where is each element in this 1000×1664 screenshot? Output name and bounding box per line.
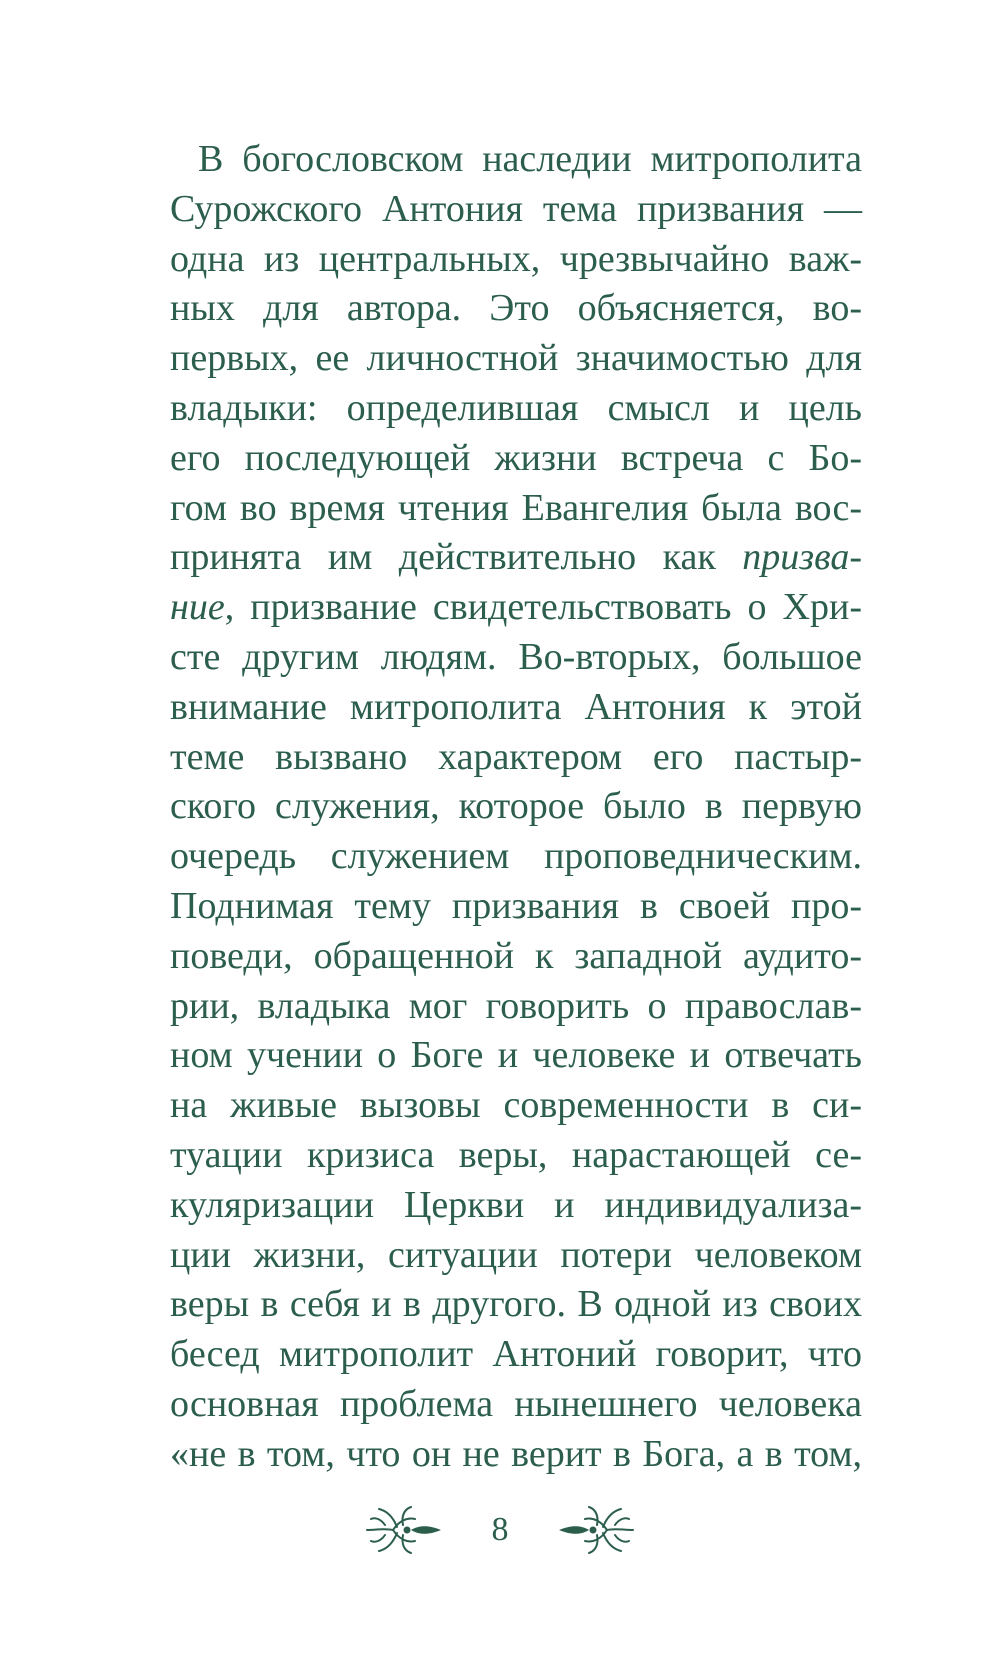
text-line-6: владыки: определившая смысл и цель bbox=[170, 386, 862, 429]
text-line-7: его последующей жизни встреча с Бо- bbox=[170, 436, 862, 479]
text-line-17: поведи, обращенной к западной аудито- bbox=[170, 934, 862, 977]
text-line-10-italic: ние bbox=[170, 586, 225, 629]
text-line-4: ных для автора. Это объясняется, во- bbox=[170, 287, 862, 330]
text-line-23: ции жизни, ситуации потери человеком bbox=[170, 1233, 862, 1276]
text-line-27: «не в том, что он не верит в Бога, а в том, bbox=[170, 1432, 862, 1475]
text-line-2: Сурожского Антония тема призвания — bbox=[170, 187, 862, 230]
text-line-18: рии, владыка мог говорить о православ- bbox=[170, 984, 862, 1027]
text-line-20: на живые вызовы современности в си- bbox=[170, 1084, 862, 1127]
text-line-3: одна из центральных, чрезвычайно важ- bbox=[170, 237, 862, 280]
body-text bbox=[170, 135, 862, 1480]
text-line-21: туации кризиса веры, нарастающей се- bbox=[170, 1133, 862, 1176]
text-line-9 bbox=[170, 533, 862, 583]
text-line-24: веры в себя и в другого. В одной из своих bbox=[170, 1283, 862, 1326]
text-line-26: основная проблема нынешнего человека bbox=[170, 1382, 862, 1425]
text-line-15: очередь служением проповедническим. bbox=[170, 835, 862, 878]
text-line-16: Поднимая тему призвания в своей про- bbox=[170, 884, 862, 927]
text-line-14: ского служения, которое было в первую bbox=[170, 785, 862, 828]
text-line-13: теме вызвано характером его пастыр- bbox=[170, 735, 862, 778]
text-line-11: сте другим людям. Во-вторых, большое bbox=[170, 635, 862, 678]
text-line-12: внимание митрополита Антония к этой bbox=[170, 685, 862, 728]
text-line-10 bbox=[170, 583, 862, 633]
floral-ornament-left-icon bbox=[363, 1503, 445, 1557]
text-line-9-regular: принята им действительно как bbox=[170, 536, 743, 579]
text-line-8: гом во время чтения Евангелия была вос- bbox=[170, 486, 862, 529]
text-line-1: В богословском наследии митрополита bbox=[198, 138, 862, 180]
text-line-19: ном учении о Боге и человеке и отвечать bbox=[170, 1034, 862, 1077]
text-line-10-regular: , призвание свидетельствовать о Хри- bbox=[224, 586, 862, 629]
text-line-22: куляризации Церкви и индивидуализа- bbox=[170, 1183, 862, 1226]
text-line-9-italic: призва- bbox=[742, 536, 862, 579]
floral-ornament-right-icon bbox=[555, 1503, 637, 1557]
text-line-25: бесед митрополит Антоний говорит, что bbox=[170, 1333, 862, 1376]
page-footer bbox=[0, 1490, 1000, 1570]
page-number: 8 bbox=[491, 1511, 509, 1548]
text-line-5: первых, ее личностной значимостью для bbox=[170, 337, 862, 380]
